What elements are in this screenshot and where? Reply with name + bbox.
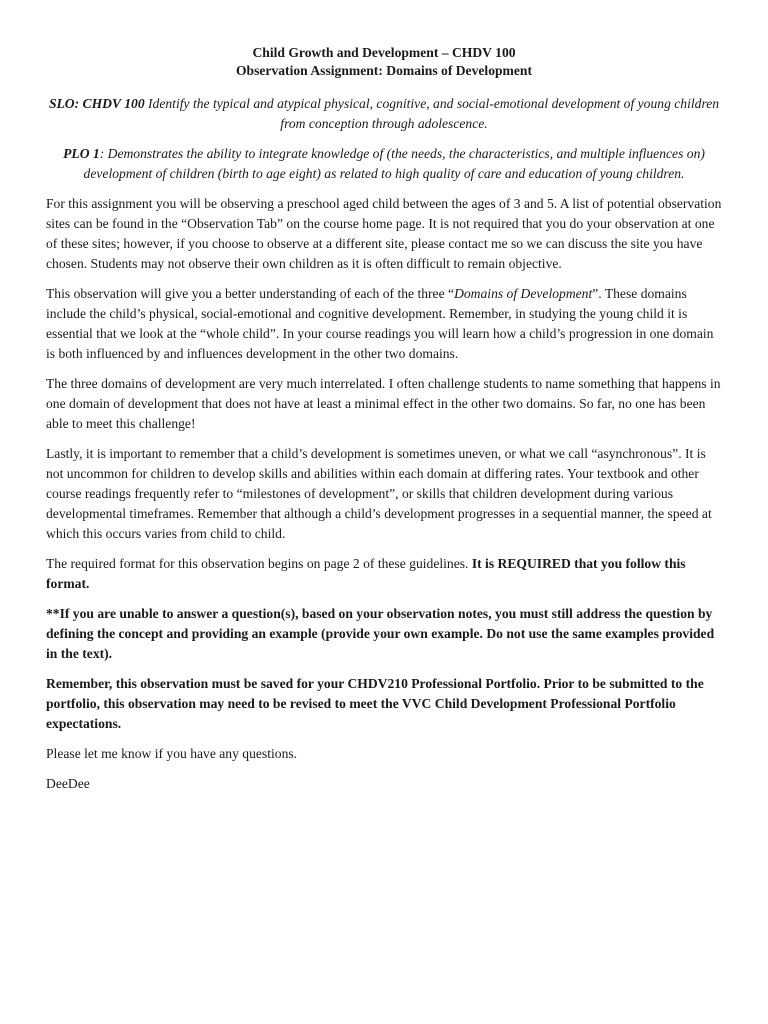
interrelated-paragraph: The three domains of development are very much interrelated. I often challenge students to name something that happens in one domain of development that does not have at least a minimal effect in the other two domains. So far, no one has been able to meet this challenge! — [46, 376, 721, 431]
domains-text-end: ”. These domains include the child’s physical, social-emotional and cognitive development. Remember, in studying the young child it is essential that we look at the “whole child”. In your course readings you will learn how a child’s progression in one domain is both influenced by and influences development in the other two domains. — [46, 286, 714, 361]
domains-paragraph — [46, 284, 722, 364]
unable-paragraph: **If you are unable to answer a question(s), based on your observation notes, you must still address the question by defining the concept and providing an example (provide your own example. Do not use the same examples provided in the text). — [46, 606, 715, 661]
domains-text-start: This observation will give you a better understanding of each of the three “ — [46, 286, 455, 301]
domains-emphasis: Domains of Development — [454, 286, 593, 301]
plo-label: PLO 1 — [63, 146, 100, 161]
questions-paragraph: Please let me know if you have any questions. — [46, 746, 298, 761]
slo-text: Identify the typical and atypical physical, cognitive, and social-emotional development of young children from conception through adolescence. — [144, 96, 720, 131]
document-title: Child Growth and Development – CHDV 100 — [252, 45, 516, 60]
plo-text: : Demonstrates the ability to integrate knowledge of (the needs, the characteristics, and multiple influences on) development of children (birth to age eight) as related to high quality of care and education of young children. — [83, 146, 705, 181]
format-required: It is REQUIRED that you follow this format. — [46, 556, 686, 591]
slo-statement — [46, 94, 722, 134]
format-paragraph — [46, 554, 722, 594]
asynchronous-paragraph: Lastly, it is important to remember that a child’s development is sometimes uneven, or what we call “asynchronous”. It is not uncommon for children to develop skills and abilities within each domain at differing rates. Your textbook and other course readings frequently refer to “milestones of development”, or skills that children development during various developmental timeframes. Remember that although a child’s development progresses in a sequential manner, the speed at which this occurs varies from child to child. — [46, 446, 712, 541]
signature: DeeDee — [46, 776, 90, 791]
portfolio-paragraph: Remember, this observation must be saved for your CHDV210 Professional Portfolio. Prior to be submitted to the portfolio, this observation may need to be revised to meet the VVC Child Development Professional Portfolio expectations. — [46, 676, 704, 731]
format-text: The required format for this observation begins on page 2 of these guidelines. — [46, 556, 472, 571]
plo-statement — [46, 144, 722, 184]
document-subtitle: Observation Assignment: Domains of Development — [235, 63, 533, 78]
intro-paragraph: For this assignment you will be observing a preschool aged child between the ages of 3 and 5. A list of potential observation sites can be found in the “Observation Tab” on the course home page. It is not required that you do your observation at one of these sites; however, if you choose to observe at a different site, please contact me so we can discuss the site you have chosen. Students may not observe their own children as it is often difficult to remain objective. — [46, 196, 722, 271]
slo-label: SLO: CHDV 100 — [48, 96, 145, 111]
